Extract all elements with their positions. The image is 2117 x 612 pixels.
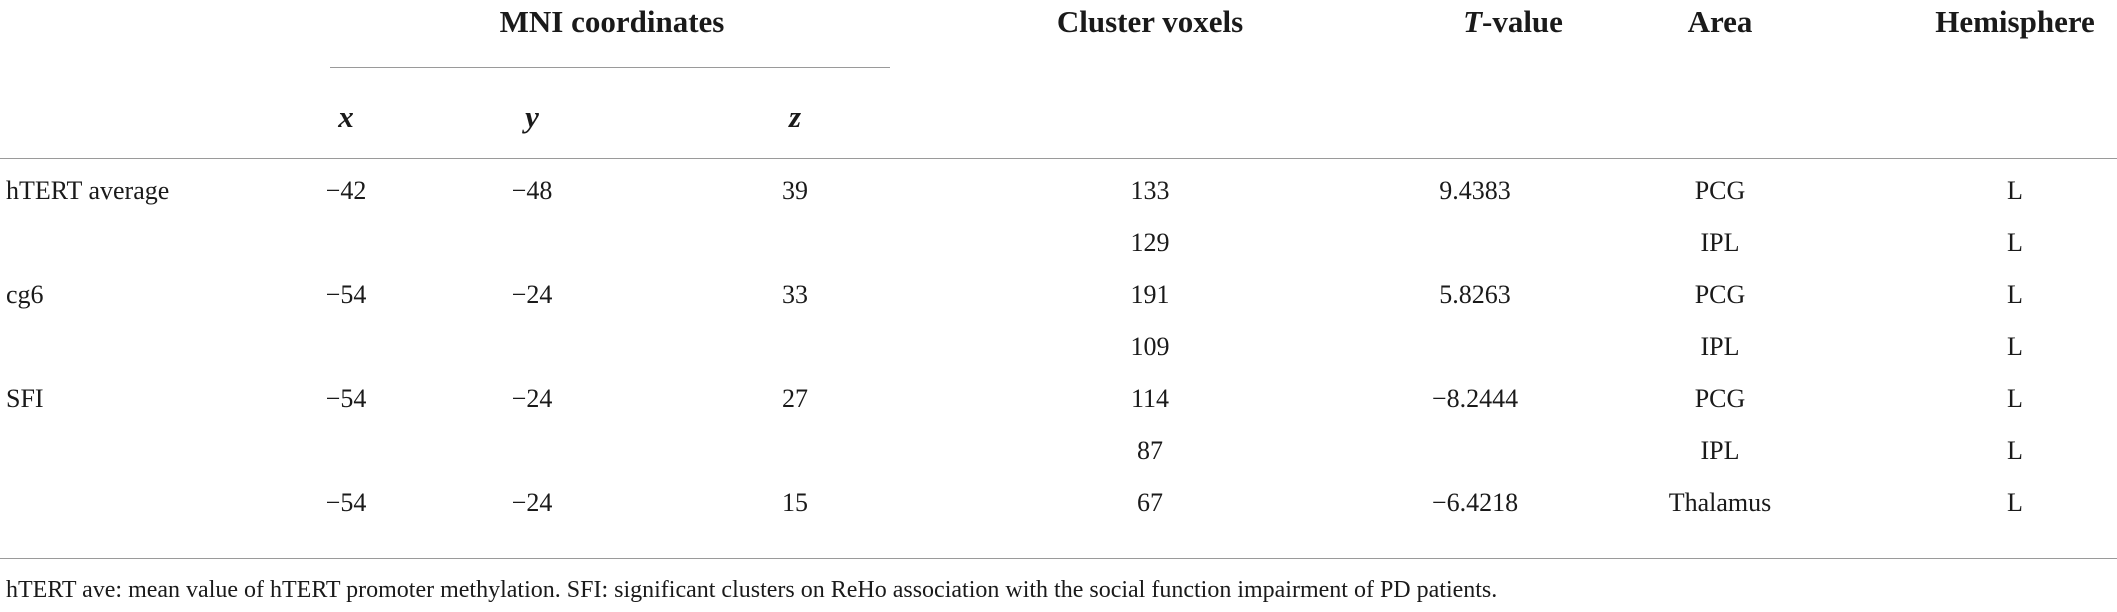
cell-hemisphere: L (2007, 176, 2023, 205)
table-row (0, 386, 2117, 426)
table-bottom-rule (0, 558, 2117, 559)
table-footnote: hTERT ave: mean value of hTERT promoter methylation. SFI: significant clusters on ReHo association with the social function impairment of PD patients. (6, 577, 1498, 603)
cell-cluster-voxels: 133 (1130, 176, 1170, 205)
cell-cluster-voxels: 109 (1130, 332, 1170, 361)
cell-hemisphere: L (2007, 280, 2023, 309)
table-row (0, 178, 2117, 218)
cell-cluster-voxels: 87 (1137, 436, 1163, 465)
table-row (0, 230, 2117, 270)
cell-z: 39 (782, 176, 808, 205)
cell-cluster-voxels: 114 (1130, 384, 1170, 413)
cell-t-value: 9.4383 (1439, 176, 1511, 205)
cell-x: −42 (325, 176, 367, 205)
cell-area: PCG (1694, 384, 1746, 413)
cell-hemisphere: L (2007, 436, 2023, 465)
header-t-value (1463, 6, 1563, 37)
table-row (0, 334, 2117, 374)
header-cluster-voxels: Cluster voxels (1056, 4, 1244, 39)
mni-header-rule (330, 67, 890, 68)
cell-z: 33 (782, 280, 808, 309)
cell-t-value: −8.2444 (1431, 384, 1519, 413)
cell-y: −48 (511, 176, 553, 205)
header-mni-coordinates: MNI coordinates (499, 4, 725, 39)
cell-x: −54 (325, 280, 367, 309)
cell-x: −54 (325, 488, 367, 517)
cell-area: Thalamus (1668, 488, 1772, 517)
cell-hemisphere: L (2007, 488, 2023, 517)
cell-y: −24 (511, 384, 553, 413)
subheader-z: z (788, 99, 802, 134)
cell-z: 15 (782, 488, 808, 517)
cell-y: −24 (511, 488, 553, 517)
cell-label: cg6 (6, 280, 44, 309)
cell-label: hTERT average (6, 176, 170, 205)
cell-hemisphere: L (2007, 228, 2023, 257)
cell-cluster-voxels: 191 (1130, 280, 1170, 309)
cell-area: PCG (1694, 176, 1746, 205)
table-row (0, 282, 2117, 322)
header-hemisphere: Hemisphere (1935, 4, 2095, 39)
cell-cluster-voxels: 129 (1130, 228, 1170, 257)
cell-area: IPL (1700, 332, 1740, 361)
header-t-value-rest: -value (1482, 4, 1563, 39)
cell-area: PCG (1694, 280, 1746, 309)
header-area: Area (1687, 4, 1753, 39)
cell-cluster-voxels: 67 (1137, 488, 1163, 517)
cell-area: IPL (1700, 228, 1740, 257)
table-row (0, 490, 2117, 530)
header-t-value-italic: T (1463, 4, 1482, 39)
table-row (0, 438, 2117, 478)
cell-x: −54 (325, 384, 367, 413)
cell-label: SFI (6, 384, 44, 413)
cell-area: IPL (1700, 436, 1740, 465)
cell-hemisphere: L (2007, 332, 2023, 361)
cell-hemisphere: L (2007, 384, 2023, 413)
cell-t-value: 5.8263 (1439, 280, 1511, 309)
cell-t-value: −6.4218 (1431, 488, 1519, 517)
cell-y: −24 (511, 280, 553, 309)
header-bottom-rule (0, 158, 2117, 159)
cell-z: 27 (782, 384, 808, 413)
subheader-x: x (338, 99, 354, 134)
subheader-y: y (525, 99, 539, 134)
